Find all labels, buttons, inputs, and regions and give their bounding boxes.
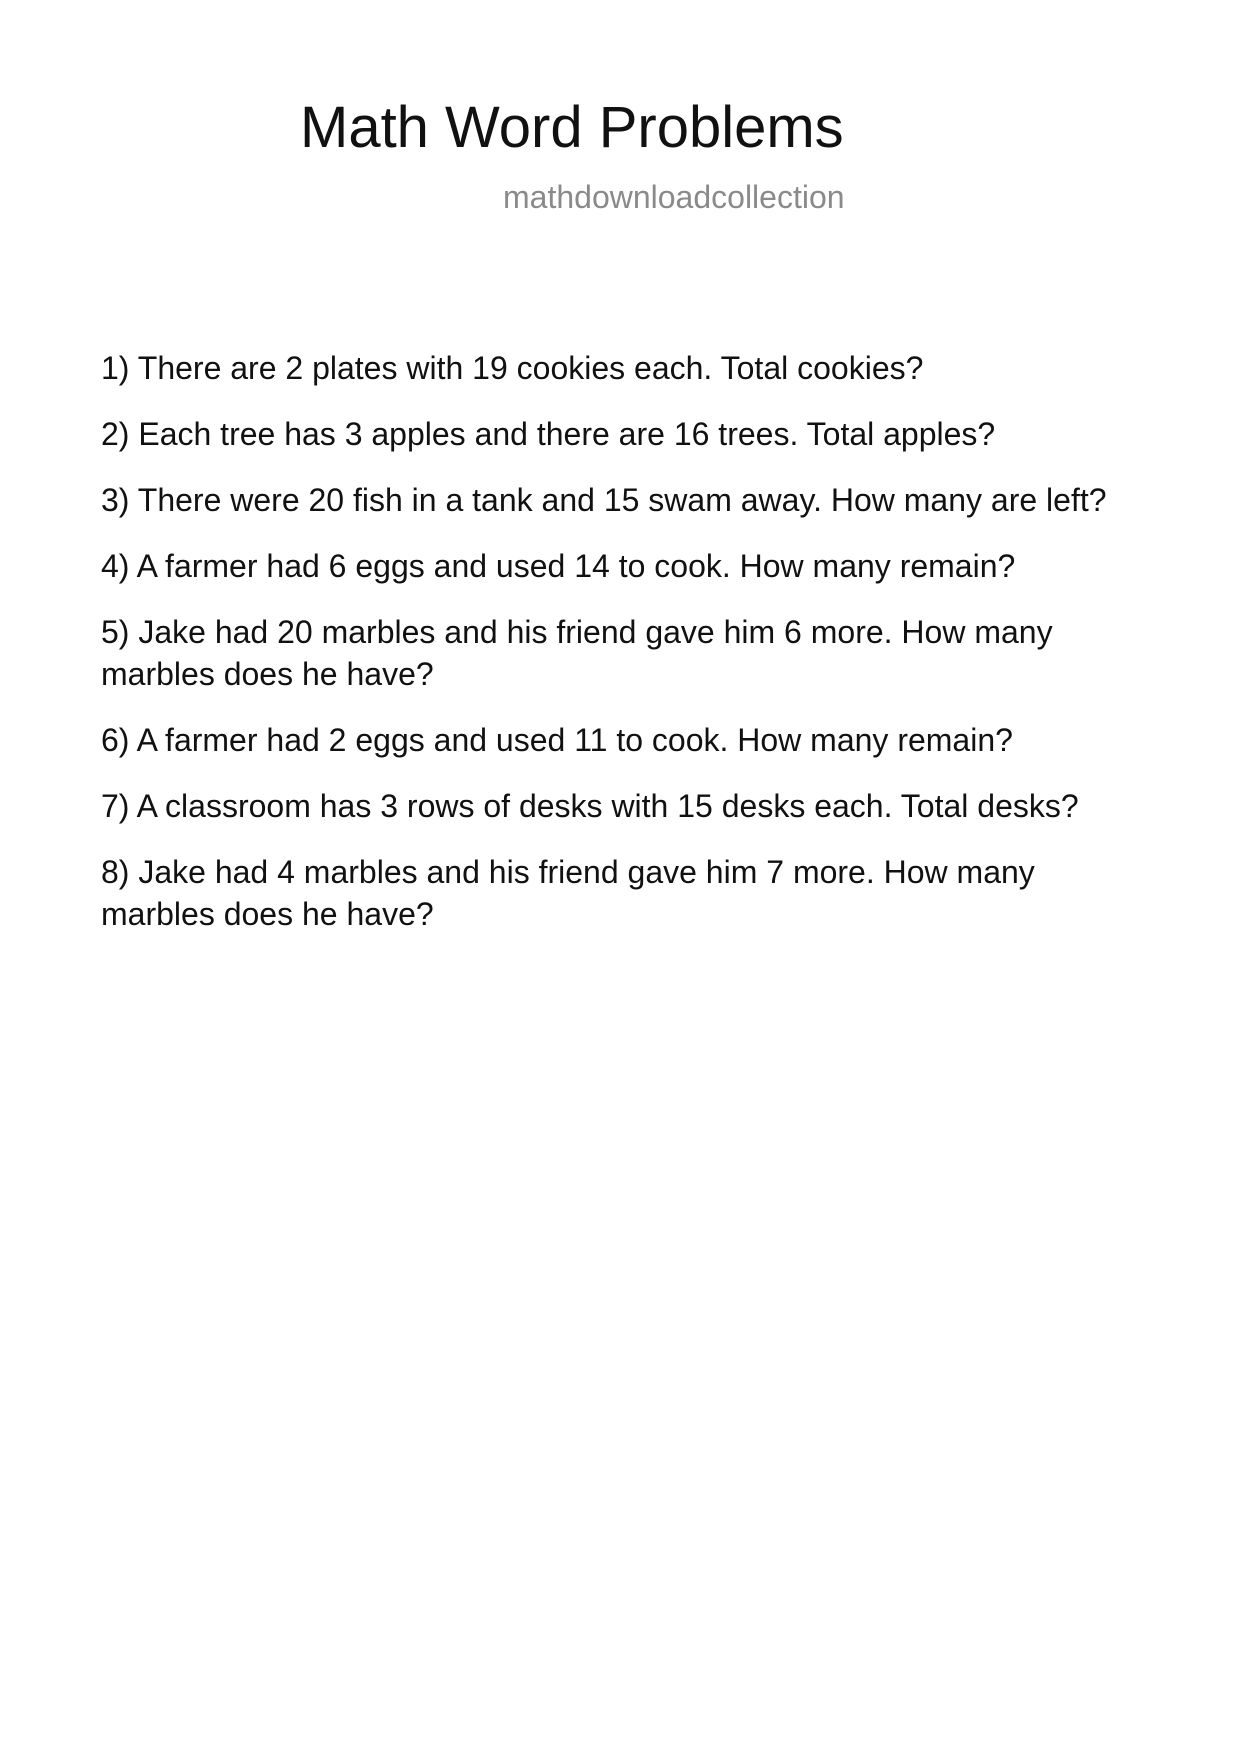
problem-item: 7) A classroom has 3 rows of desks with 15 desks each. Total desks? (101, 788, 1079, 824)
problem-item: 4) A farmer had 6 eggs and used 14 to cook. How many remain? (101, 548, 1016, 584)
page-title: Math Word Problems (300, 95, 844, 160)
problem-list (101, 347, 1141, 959)
problem-item: 3) There were 20 fish in a tank and 15 swam away. How many are left? (101, 482, 1107, 518)
problem-item: 1) There are 2 plates with 19 cookies each. Total cookies? (101, 350, 924, 386)
page-subtitle: mathdownloadcollection (503, 179, 845, 215)
problem-item: 6) A farmer had 2 eggs and used 11 to cook. How many remain? (101, 722, 1013, 758)
problem-item: 5) Jake had 20 marbles and his friend gave him 6 more. How many marbles does he have? (101, 614, 1053, 692)
problem-item: 2) Each tree has 3 apples and there are 16 trees. Total apples? (101, 416, 996, 452)
problem-item: 8) Jake had 4 marbles and his friend gave him 7 more. How many marbles does he have? (101, 854, 1035, 932)
